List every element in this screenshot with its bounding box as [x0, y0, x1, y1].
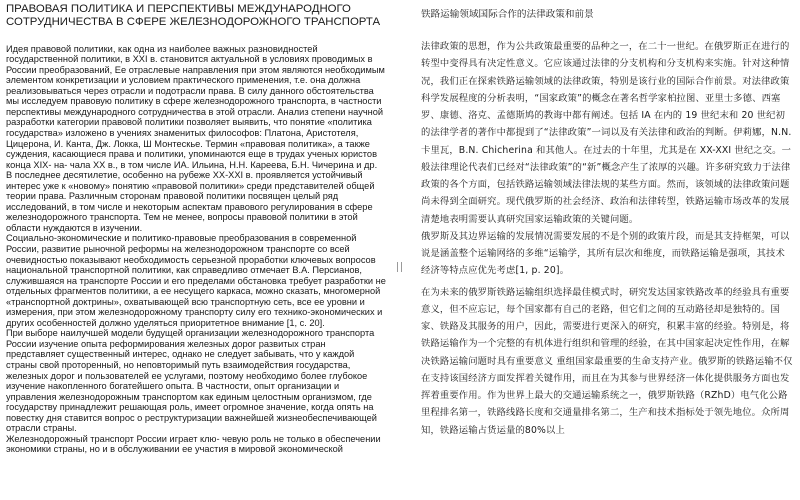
chinese-paragraph-4: 在为未来的俄罗斯铁路运输组织选择最佳模式时，研究发达国家铁路改革的经验具有重要意义，但不应忘记，每个国家都有自己的老路，但它们之间的互动路径却是独特的。国家、铁路及其服务的用户，因此，需要进行更深入的研究，积累丰富的经验。特别是，将铁路运输作为一个完整的有机体进行组织和管理的经验，在其中国家起决定性作用，在解决铁路运输问题时具有重要意义 重组国家最重要的生命支持产业。俄罗斯的铁路运输不仅在支持该国经济方面发挥着关键作用，而且在为其参与世界经济一体化提供服务方面也发挥着重要作用。作为世界上最大的交通运输系统之一，俄罗斯铁路（RZhD）电气化公路里程排名第一，铁路线路长度和交通量排名第二，生产和技术指标处于领先地位。众所周知，铁路运输占货运量的80%以上 — [421, 286, 793, 436]
chinese-paragraph-1: 法律政策的思想，作为公共政策最重要的品种之一，在二十一世纪。在俄罗斯正在进行的转型中变得具有决定性意义。它应该通过法律的分支机构和分支机构来实施。针对这种情况，我们正在探索铁路运输领域的法律政策，特别是该行业的国际合作前景。对法律政策科学发展程度的分析表明，“国家政策”的概念在著名哲学家柏拉图、亚里士多德、西塞罗、康德、洛克、孟德斯鸠的教诲中都有阐述。包括 IA 在内的 19 世纪末和 20 世纪初的法律学者的著作中都提到了“法律政策”一词以及有关法律和政治的判断。伊莉娜，N.N. — [421, 41, 792, 139]
russian-paragraph-3: Социально-экономические и политико-правовые преобразования в современной России, развитие рыночной реформы на железнодорожном транспорте со всей очевидностью показывают необходимость серьезной проработки ключевых вопросов национальной транспортной политики, как справедливо отмечает В.А. Персианов, служившаяся на транспорте России и его пределами обстановка требует разработки не отдельных фрагментов политики, а ее несущего каркаса, можно сказать, многомерной «транспортной доктрины», охватывающей всю транспортную сеть, все ее уровни и измерения, при этом железнодорожному транспорту силу его технико-экономических и других особенностей должно уделяться приоритетное внимание [1, с. 20]. — [6, 233, 386, 328]
russian-paragraph-2: В последнее десятилетие, особенно на рубеже XX-XXI в. проявляется устойчивый интерес уже к «новому» понятию «правовой политики» среди представителей общей теории права. Различным сторонам правовой политики посвящен целый ряд исследований, в том числе и некоторым аспектам правового регулирования в сфере железнодорожного транспорта. Тем не менее, вопросы правовой политики в этой области нуждаются в изучении. — [6, 170, 375, 233]
chinese-text-column — [421, 9, 793, 499]
chinese-paragraph-3: 俄罗斯及其边界运输的发展情况需要发展的不是个别的政策片段，而是其支持框架，可以说是涵盖整个运输网络的多维“运输学，其所有层次和维度，而铁路运输是强项，其技术经济等特点应优先考虑[1, p. 20]。 — [421, 230, 790, 277]
russian-text-column — [6, 3, 386, 497]
chinese-title: 铁路运输领域国际合作的法律政策和前景 — [421, 9, 594, 20]
column-resize-handle — [397, 262, 402, 272]
russian-paragraph-1: Идея правовой политики, как одна из наиболее важных разновидностей государственной политики, в XXI в. становится актуальной в условиях проводимых в России преобразований, Ее отраслевые направления при этом являются необходимым элементом конкретизации и условием практического применения, т.е. она должна реализовываться через отрасли и подотрасли права. В силу данного обстоятельства мы исследуем правовую политику в сфере железнодорожного транспорта, в частности перспективы международного сотрудничества в этой отрасли. Анализ степени научной разработки категории правовой политики позволяет выявить, что понятие «политика государства» изложено в учениях знаменитых философов: Платона, Аристотеля, Цицерона, И. Канта, Дж. Локка, Ш Монтескье. Термин «правовая политика», а также суждения, касающиеся права и политики, упоминаются еще в трудах ученых юристов конца XIX- на- чала XX в., в том числе ИА. Ильина, Н.Н. Кареева, Б.Н. Чичерина и др. — [6, 43, 385, 170]
russian-title: ПРАВОВАЯ ПОЛИТИКА И ПЕРСПЕКТИВЫ МЕЖДУНАРОДНОГО СОТРУДНИЧЕСТВА В СФЕРЕ ЖЕЛЕЗНОДОРОЖНОГО ТРАНСПОРТА — [6, 3, 381, 29]
chinese-paragraph-2: 卡里瓦，B.N. Chicherina 和其他人。在过去的十年里，尤其是在 XX-XXI 世纪之交。一般法律理论代表们已经对“法律政策”的“新”概念产生了浓厚的兴趣。许多研究致力于法律政策的各个方面，包括铁路运输领域法律法规的某些方面。然而，该领域的法律政策问题尚未得到全面研究。现代俄罗斯的社会经济、政治和法律转型，铁路运输市场改革的发展清楚地表明需要认真研究国家运输政策的关键问题。 — [421, 144, 792, 225]
russian-paragraph-4: При выборе наилучшей модели будущей организации железнодорожного транспорта России изучение опыта реформирования железных дорог развитых стран представляет существенный интерес, однако не следует забывать, что у каждой страны свой проторенный, но неповторимый путь взаимодействия государства, железных дорог и пользователей ее услугами, поэтому необходимо более глубокое изучение накопленного богатейшего опыта. В частности, опыт организации и управления железнодорожным транспортом как единым целостным организмом, где государству принадлежит решающая роль, имеет огромное значение, когда опять на повестку дня ставится вопрос о реструктуризации важнейшей жизнеобеспечивающей отрасли страны. — [6, 328, 377, 434]
russian-paragraph-5: Железнодорожный транспорт России играет клю- чевую роль не только в обеспечении экономики страны, но и в обслуживании ее участия в мировой экономической — [6, 433, 381, 455]
